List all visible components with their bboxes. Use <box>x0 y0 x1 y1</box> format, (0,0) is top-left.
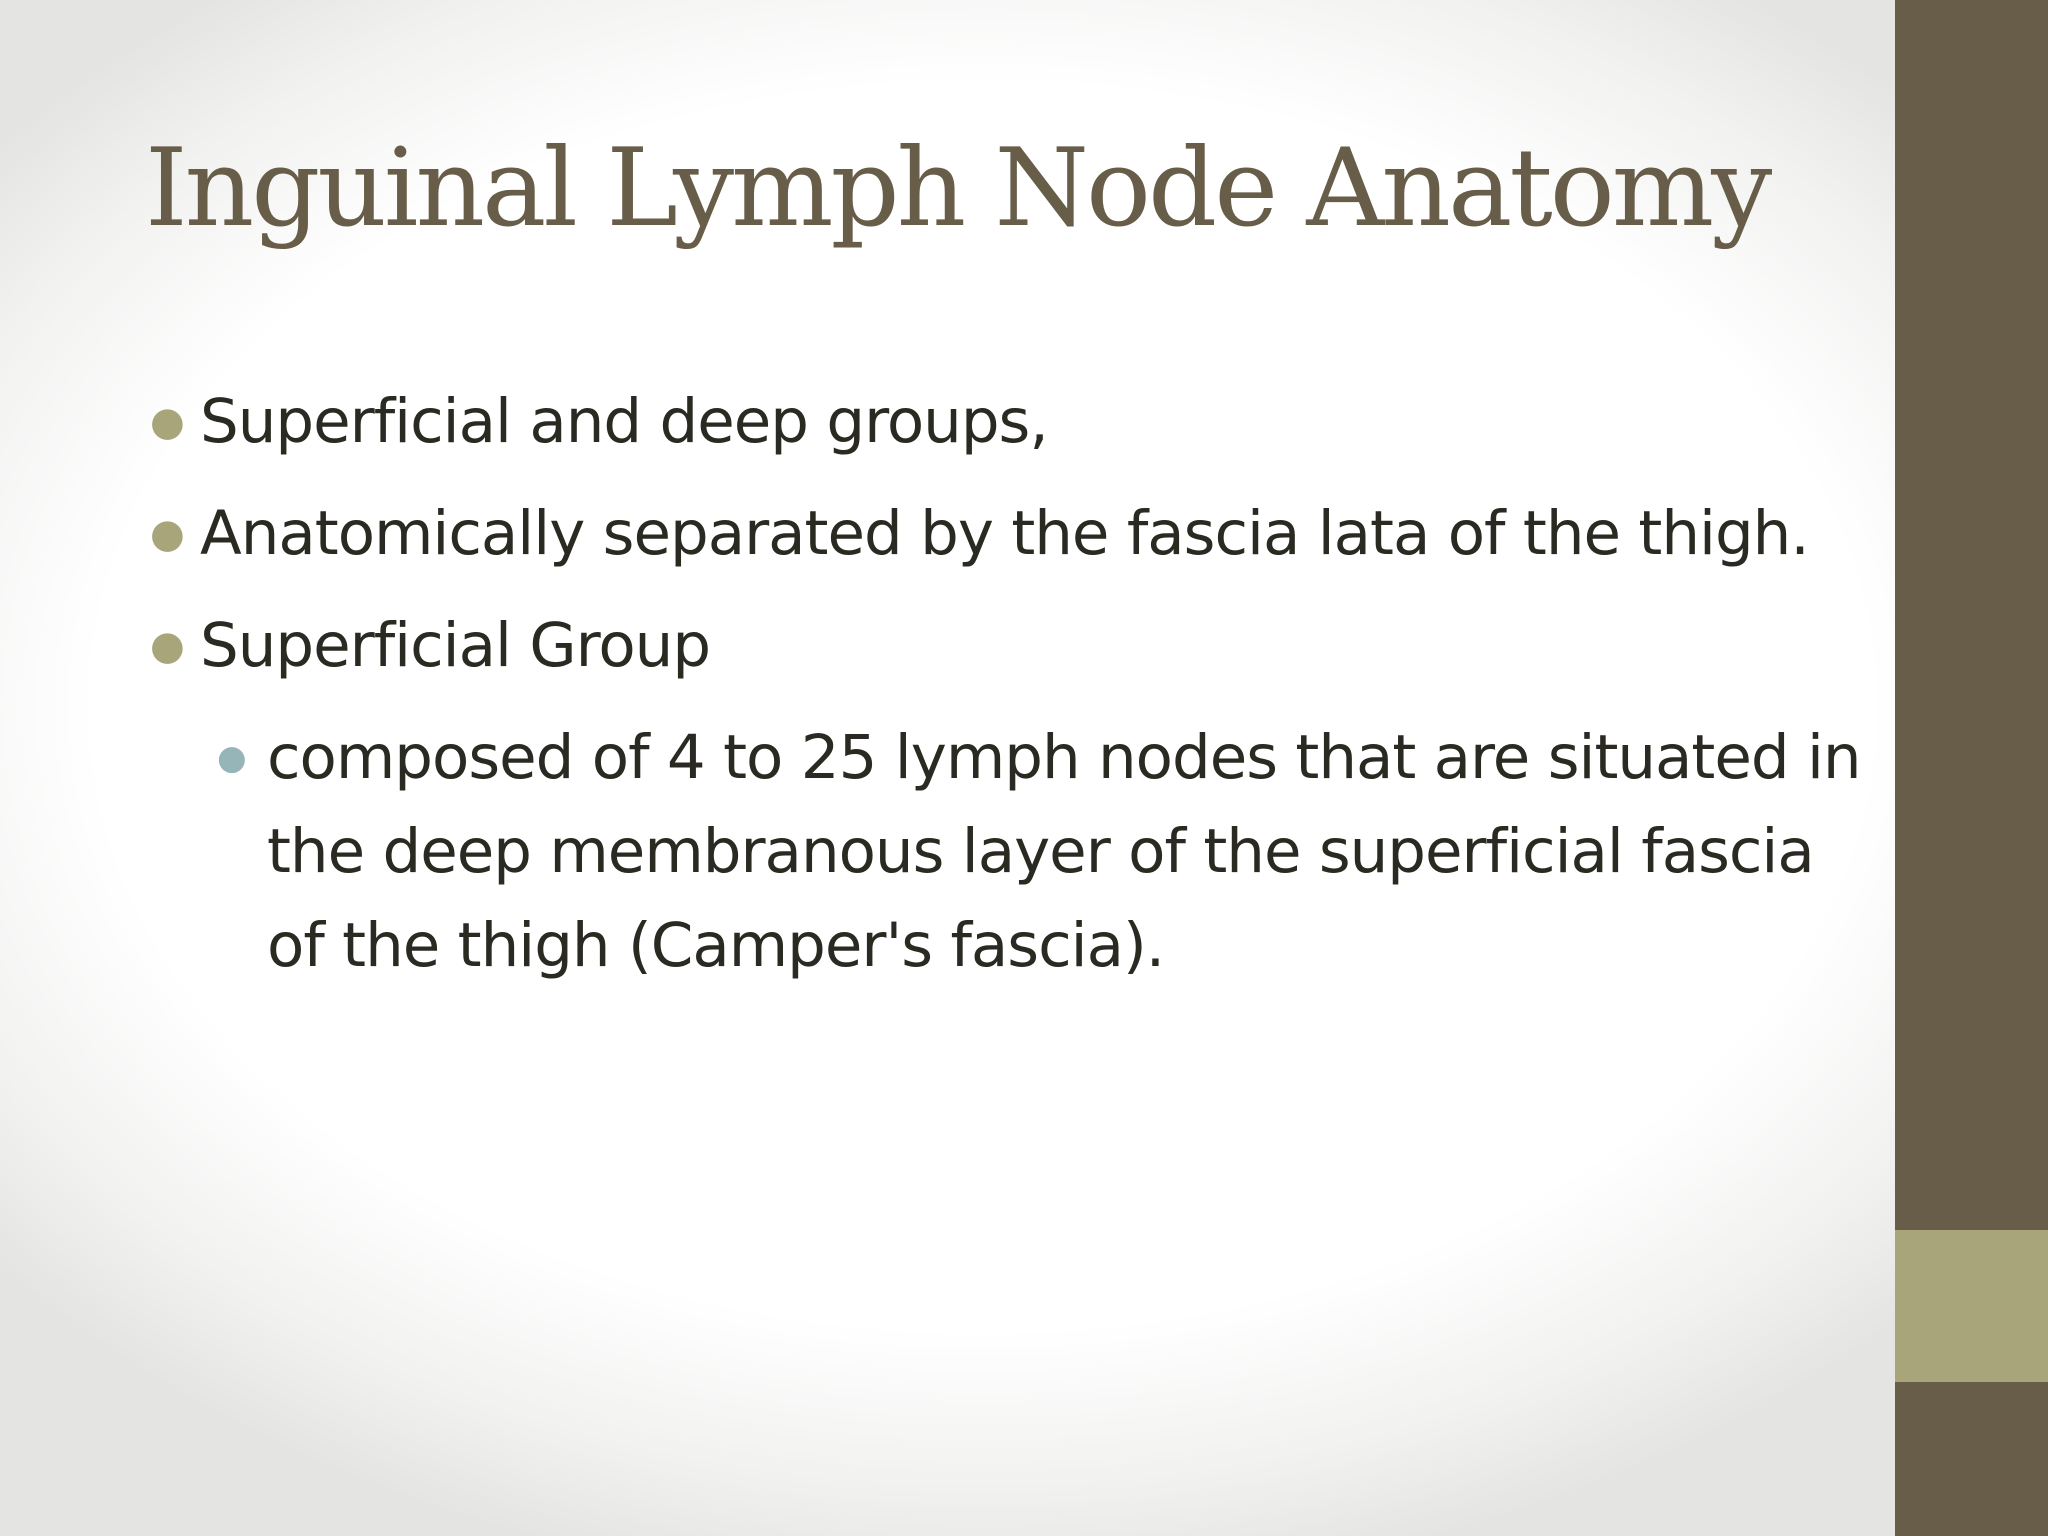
bullet-marker-icon: ● <box>150 399 184 445</box>
bullet-item <box>148 375 1848 469</box>
bullet-marker-icon: ● <box>150 511 184 557</box>
bullet-item <box>148 599 1848 693</box>
sub-bullet-item <box>215 711 1867 993</box>
slide-title: Inguinal Lymph Node Anatomy <box>145 126 1770 251</box>
bullet-text: Anatomically separated by the fascia lata of the thigh. <box>200 498 1809 569</box>
sub-bullet-text: composed of 4 to 25 lymph nodes that are situated in the deep membranous layer of the superficial fascia of the thigh (Camper's fascia). <box>267 722 1861 981</box>
bullet-marker-icon: ● <box>150 623 184 669</box>
bullet-text: Superficial Group <box>200 610 711 681</box>
bullet-list <box>148 375 1861 993</box>
sub-bullet-marker-icon: ● <box>217 738 246 778</box>
bullet-item <box>148 487 1848 581</box>
side-accent-block <box>1895 1230 2048 1382</box>
bullet-text: Superficial and deep groups, <box>200 386 1048 457</box>
